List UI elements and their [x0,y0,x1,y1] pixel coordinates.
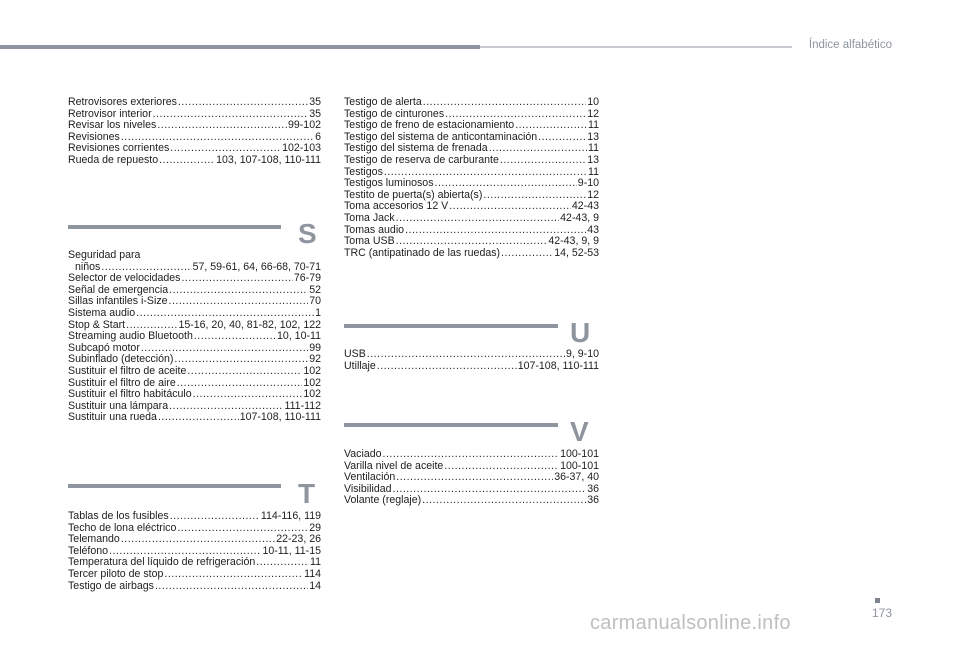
index-entry [68,331,321,343]
page-title: Índice alfabético [808,39,892,51]
index-entry-term: Volante (reglaje) [344,494,422,507]
index-entry-pages: 9-10 [577,177,599,190]
index-entry-pages: 35 [309,96,321,108]
index-entry [68,155,321,167]
leader-dots [483,190,586,202]
index-entry-term: Testigos luminosos [344,177,434,190]
leader-dots [256,557,309,569]
index-entry-pages: 11 [588,119,599,132]
leader-dots [136,308,314,320]
right-column-u-group [344,349,599,372]
leader-dots [423,97,586,109]
leader-dots [187,366,302,378]
section-v-rule [344,423,558,427]
index-entry [68,389,321,401]
index-entry-pages: 92 [309,353,321,366]
index-entry [68,308,321,320]
index-entry-pages: 70 [309,295,321,308]
section-t-rule [68,484,281,488]
index-entry-pages: 100-101 [560,448,599,460]
index-entry [68,569,321,581]
index-entry-term: Revisiones corrientes [68,142,170,155]
leader-dots [377,361,517,373]
index-entry-term: Tablas de los fusibles [68,510,169,522]
index-entry [344,361,599,373]
leader-dots [435,178,577,190]
leader-dots [449,201,571,213]
index-entry-term: Testigo de cinturones [344,107,445,120]
index-entry [344,178,599,190]
index-entry-pages: 99 [309,341,321,354]
index-entry-term: Testigos [344,165,383,178]
index-entry [344,349,599,361]
leader-dots [396,213,559,225]
section-s-letter: S [298,218,317,249]
index-entry-pages: 36 [587,494,599,507]
index-entry-term: Rueda de repuesto [68,153,159,166]
index-entry-term: Toma accesorios 12 V [344,200,449,213]
index-entry-term: Sillas infantiles i-Size [68,295,168,308]
leader-dots [169,296,309,308]
index-entry-term: Revisiones [68,130,120,143]
index-list-r [68,97,321,167]
index-entry-pages: 76-79 [293,272,321,285]
leader-dots [153,109,309,121]
index-entry-pages: 43 [587,223,599,236]
index-entry [344,97,599,109]
index-entry-term: Ventilación [344,471,396,484]
index-entry-pages: 6 [315,130,321,143]
right-column-t-group [344,97,599,259]
index-entry-pages: 10, 10-11 [277,330,321,343]
leader-dots [170,511,260,523]
leader-dots [177,378,303,390]
index-entry-term: Techo de lona eléctrico [68,521,177,534]
index-entry-term: Señal de emergencia [68,283,169,296]
index-entry-pages: 107-108, 110-111 [517,359,599,372]
index-entry-term: TRC (antipatinado de las ruedas) [344,246,501,259]
index-entry-term: Testigo de freno de estacionamiento [344,119,515,132]
leader-dots [181,273,292,285]
index-entry-term: Toma USB [344,235,395,248]
index-entry-pages: 13 [587,130,599,143]
index-entry-pages: 102 [303,388,321,401]
index-list-t-continued [344,97,599,259]
index-entry-term: Sustituir una rueda [68,411,157,424]
leader-dots [174,354,308,366]
section-v-letter: V [570,416,589,447]
index-entry-term: Stop & Start [68,318,126,331]
index-entry-pages: 1 [315,306,321,319]
header-rule-light [480,46,792,48]
leader-dots [396,236,548,248]
index-entry-term: Visibilidad [344,482,392,495]
index-entry-term: Utillaje [344,359,376,372]
leader-dots [169,285,308,297]
index-entry-pages: 11 [588,142,599,155]
index-entry-pages: 52 [309,283,321,296]
index-entry-pages: 103, 107-108, 110-111 [216,153,321,166]
index-entry-pages: 102 [303,376,321,389]
index-entry-term: Retrovisor interior [68,107,152,120]
section-u-rule [344,324,558,328]
leader-dots [489,143,587,155]
leader-dots [444,461,559,473]
leader-dots [194,331,276,343]
index-entry-pages: 42-43, 9, 9 [548,235,599,248]
index-entry-term: Testigo del sistema de anticontaminación [344,130,538,143]
index-entry-pages: 111-112 [284,399,321,412]
leader-dots [422,495,586,507]
index-entry-pages: 99-102 [288,119,321,132]
index-entry-term: Toma Jack [344,211,395,224]
index-entry-pages: 15-16, 20, 40, 81-82, 102, 122 [178,318,321,331]
index-list-t [68,511,321,592]
index-entry-pages: 11 [588,165,599,178]
index-entry-pages: 11 [310,556,321,569]
header-rule-dark [0,45,480,49]
index-entry-term: Testito de puerta(s) abierta(s) [344,188,483,201]
index-entry-term: Selector de velocidades [68,272,181,285]
leader-dots [500,155,586,167]
index-entry [344,155,599,167]
index-entry [68,250,321,273]
index-entry-pages: 107-108, 110-111 [239,411,321,424]
index-entry-term: Sustituir el filtro de aire [68,376,176,389]
index-entry-pages: 12 [587,188,599,201]
index-entry-term: Sustituir el filtro habitáculo [68,388,192,401]
left-column-s-group [68,250,321,424]
index-entry-term: Sustituir una lámpara [68,399,169,412]
leader-dots [396,472,553,484]
index-list-u [344,349,599,372]
index-list-v [344,449,599,507]
index-entry-term: Testigo de airbags [68,579,154,592]
right-column-v-group [344,449,599,507]
index-entry-term: Vaciado [344,448,382,460]
index-entry-term: Tomas audio [344,223,405,236]
index-entry-term: Telemando [68,533,120,546]
left-column-r-group [68,97,321,167]
index-entry-pages: 9, 9-10 [566,348,599,360]
section-u-letter: U [570,317,591,348]
index-entry-term: Subcapó motor [68,341,140,354]
index-entry [344,213,599,225]
leader-dots [159,155,215,167]
section-t-letter: T [298,478,316,509]
leader-dots [178,97,308,109]
page-number: 173 [871,606,892,620]
index-entry [68,97,321,109]
index-entry-pages: 114-116, 119 [260,510,321,522]
leader-dots [393,484,587,496]
index-entry [68,511,321,523]
index-entry-pages: 10-11, 11-15 [262,544,321,557]
leader-dots [164,569,303,581]
index-list-s [68,273,321,424]
index-entry-term: Tercer piloto de stop [68,567,164,580]
index-entry-pages: 114 [304,567,321,580]
index-entry [68,366,321,378]
leader-dots [193,389,303,401]
index-entry-pages: 42-43, 9 [560,211,599,224]
index-entry-pages: 36 [587,482,599,495]
leader-dots [501,248,553,260]
leader-dots [538,132,586,144]
index-entry-pages: 12 [587,107,599,120]
index-entry [344,236,599,248]
index-entry-term: Sistema audio [68,306,136,319]
index-entry-pages: 36-37, 40 [554,471,599,484]
left-column-t-group [68,511,321,592]
index-entry-term: Varilla nivel de aceite [344,459,444,472]
index-entry-term: Testigo de reserva de carburante [344,153,499,166]
index-entry-pages: 42-43 [571,200,599,213]
index-entry-term: Subinflado (detección) [68,353,174,366]
index-entry-term: Sustituir el filtro de aceite [68,364,187,377]
leader-dots [157,120,287,132]
leader-dots [158,412,239,424]
index-entry-term: Teléfono [68,544,109,557]
leader-dots [121,534,275,546]
index-entry-term: Testigo de alerta [344,96,422,108]
index-entry-pages: 102-103 [282,142,321,155]
page-marker [875,598,880,603]
index-entry-subterm: niños [75,260,101,273]
leader-dots [367,349,565,361]
index-entry-pages: 102 [303,364,321,377]
index-entry-pages: 57, 59-61, 64, 66-68, 70-71 [192,260,321,273]
index-entry-pages: 14, 52-53 [554,246,599,259]
index-entry-pages: 29 [309,521,321,534]
index-entry-term: Temperatura del líquido de refrigeración [68,556,256,569]
index-entry [68,412,321,424]
index-entry-term: Testigo del sistema de frenada [344,142,488,155]
index-entry [344,495,599,507]
index-entry-term: USB [344,348,366,360]
leader-dots [383,449,560,461]
index-entry-pages: 10 [587,96,599,108]
index-entry-pages: 14 [309,579,321,592]
index-entry [344,449,599,461]
index-entry-term: Retrovisores exteriores [68,96,177,108]
index-entry-pages: 13 [587,153,599,166]
index-entry-term: Revisar los niveles [68,119,157,132]
index-entry [68,581,321,593]
index-entry-term: Seguridad para [68,249,141,261]
index-entry-pages: 35 [309,107,321,120]
leader-dots [155,581,308,593]
index-entry-pages: 100-101 [560,459,599,472]
index-entry-pages: 22-23, 26 [276,533,321,546]
index-entry-term: Streaming audio Bluetooth [68,330,193,343]
index-entry [344,248,599,260]
section-s-rule [68,225,281,229]
watermark: carmanualsonline.info [590,612,791,634]
